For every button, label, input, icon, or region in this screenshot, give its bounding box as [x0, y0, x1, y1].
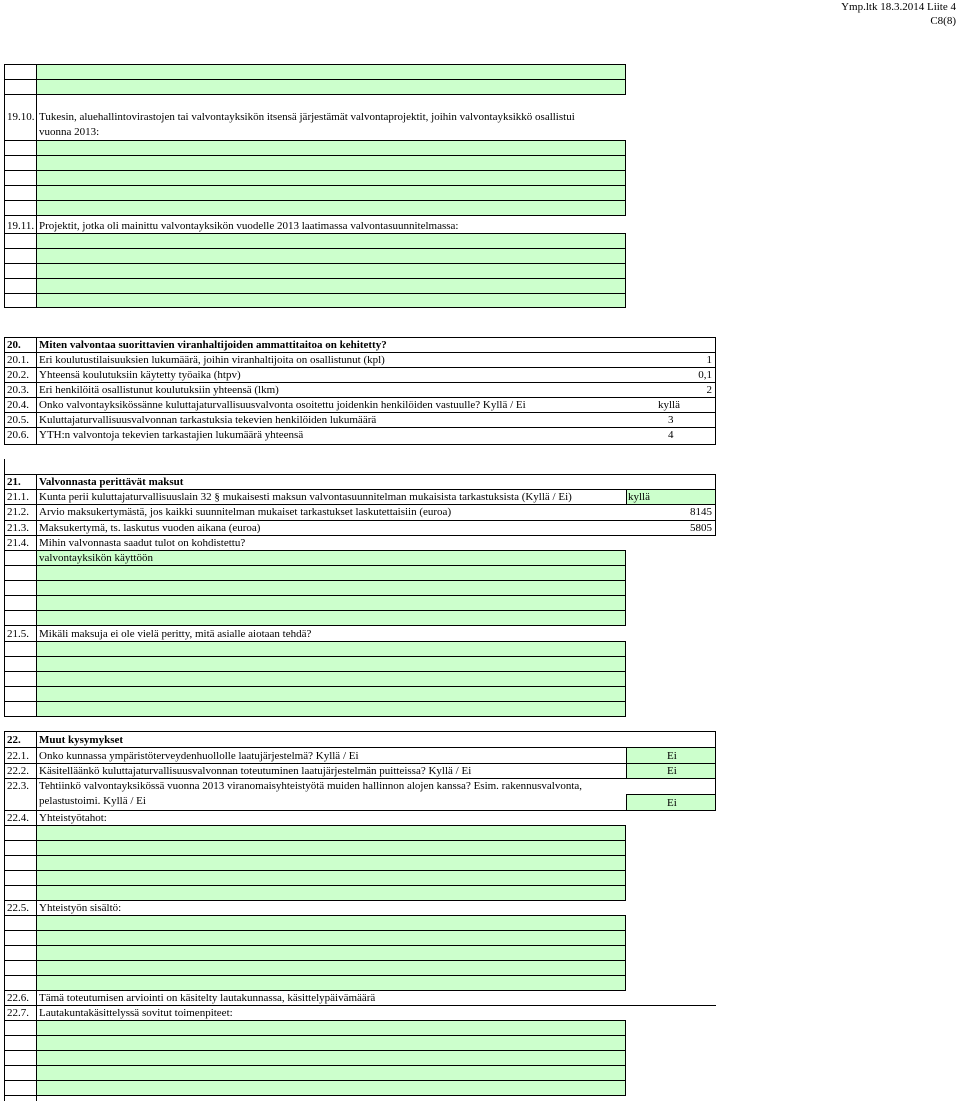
- answer-field[interactable]: [626, 763, 716, 779]
- row-number: 21.3.: [7, 522, 29, 534]
- number-column: [4, 64, 37, 308]
- answer-field[interactable]: [36, 64, 626, 80]
- row-number: 21.2.: [7, 506, 29, 518]
- answer-field[interactable]: [36, 915, 626, 931]
- row-text: Käsitelläänkö kuluttajaturvallisuusvalvonnan toteutuminen laatujärjestelmän puitteissa? Kyllä / Ei: [39, 765, 472, 777]
- row-text: Tehtiinkö valvontayksikössä vuonna 2013 viranomaisyhteistyötä muiden hallinnon alojen kanssa? Esim. rakennusvalvonta,: [39, 780, 583, 792]
- answer-field[interactable]: [36, 975, 626, 991]
- answer-field[interactable]: [36, 840, 626, 856]
- section-number: 21.: [7, 476, 21, 488]
- row-value[interactable]: 3: [668, 414, 674, 426]
- row-value: Ei: [667, 765, 677, 777]
- row-text: Yhteistyön sisältö:: [39, 902, 122, 914]
- row-number: 21.4.: [7, 537, 29, 549]
- row-value[interactable]: 8145: [690, 506, 712, 518]
- row-text: Arvio maksukertymästä, jos kaikki suunnitelman mukaiset tarkastukset laskutettaisiin (euroa): [39, 506, 452, 518]
- answer-field[interactable]: [36, 1065, 626, 1081]
- row-text: Eri henkilöitä osallistunut koulutuksiin yhteensä (lkm): [39, 384, 279, 396]
- row-value[interactable]: 1: [706, 354, 712, 366]
- question-text: Projektit, jotka oli mainittu valvontayksikön vuodelle 2013 laatimassa valvontasuunnitelmassa:: [39, 220, 459, 232]
- answer-field[interactable]: [36, 686, 626, 702]
- page-number: C8(8): [930, 15, 956, 27]
- question-text: Tukesin, aluehallintovirastojen tai valvontayksikön itsensä järjestämät valvontaprojektit, joihin valvontayksikkö osallistui: [39, 111, 575, 123]
- answer-field[interactable]: [36, 140, 626, 156]
- question-number: 19.10.: [7, 111, 35, 123]
- answer-field[interactable]: [36, 200, 626, 216]
- answer-field[interactable]: [36, 870, 626, 886]
- answer-field[interactable]: [36, 185, 626, 201]
- row-text: Mikäli maksuja ei ole vielä peritty, mitä asialle aiotaan tehdä?: [39, 628, 312, 640]
- answer-field[interactable]: [36, 1080, 626, 1096]
- answer-field[interactable]: [36, 1020, 626, 1036]
- row-value[interactable]: 2: [706, 384, 712, 396]
- row-number: 20.5.: [7, 414, 29, 426]
- answer-field[interactable]: [626, 489, 716, 505]
- answer-field[interactable]: [36, 79, 626, 95]
- row-number: 22.2.: [7, 765, 29, 777]
- row-text: Kuluttajaturvallisuusvalvonnan tarkastuksia tekevien henkilöiden lukumäärä: [39, 414, 377, 426]
- row-number: 22.3.: [7, 780, 29, 792]
- row-number: 21.5.: [7, 628, 29, 640]
- row-text: Maksukertymä, ts. laskutus vuoden aikana (euroa): [39, 522, 261, 534]
- row-text: Mihin valvonnasta saadut tulot on kohdistettu?: [39, 537, 246, 549]
- row-value: kyllä: [628, 491, 650, 503]
- row-value[interactable]: 0,1: [698, 369, 712, 381]
- row-text: Eri koulutustilaisuuksien lukumäärä, joihin viranhaltijoita on osallistunut (kpl): [39, 354, 385, 366]
- row-value: Ei: [667, 797, 677, 809]
- answer-field[interactable]: [626, 794, 716, 811]
- answer-field[interactable]: [36, 945, 626, 961]
- answer-field[interactable]: [36, 278, 626, 294]
- row-number: 21.1.: [7, 491, 29, 503]
- answer-field[interactable]: [36, 565, 626, 581]
- answer-text: valvontayksikön käyttöön: [39, 552, 153, 564]
- row-value[interactable]: 4: [668, 429, 674, 441]
- answer-field[interactable]: [36, 550, 626, 566]
- row-text: Lautakuntakäsittelyssä sovitut toimenpiteet:: [39, 1007, 233, 1019]
- date-field[interactable]: [400, 990, 626, 1006]
- row-number: 20.1.: [7, 354, 29, 366]
- row-value[interactable]: kyllä: [658, 399, 680, 411]
- answer-field[interactable]: [36, 825, 626, 841]
- row-number: 20.3.: [7, 384, 29, 396]
- row-number: 22.7.: [7, 1007, 29, 1019]
- answer-field[interactable]: [36, 855, 626, 871]
- row-value: Ei: [667, 750, 677, 762]
- answer-field[interactable]: [36, 293, 626, 308]
- row-number: 20.6.: [7, 429, 29, 441]
- row-value[interactable]: 5805: [690, 522, 712, 534]
- row-text: Tämä toteutumisen arviointi on käsitelty lautakunnassa, käsittelypäivämäärä: [39, 992, 376, 1004]
- row-number: 22.6.: [7, 992, 29, 1004]
- answer-field[interactable]: [36, 960, 626, 976]
- answer-field[interactable]: [36, 885, 626, 901]
- answer-field[interactable]: [36, 263, 626, 279]
- answer-field[interactable]: [36, 233, 626, 249]
- row-text: YTH:n valvontoja tekevien tarkastajien lukumäärä yhteensä: [39, 429, 304, 441]
- row-number: 22.4.: [7, 812, 29, 824]
- section-title: Valvonnasta perittävät maksut: [39, 476, 184, 488]
- answer-field[interactable]: [36, 1050, 626, 1066]
- answer-field[interactable]: [36, 701, 626, 717]
- row-text: Kunta perii kuluttajaturvallisuuslain 32 § mukaisesti maksun valvontasuunnitelman mukaisista tarkastuksista (Kyllä / Ei): [39, 491, 572, 503]
- row-number: 22.1.: [7, 750, 29, 762]
- page-reference: Ymp.ltk 18.3.2014 Liite 4: [841, 1, 956, 13]
- answer-field[interactable]: [36, 610, 626, 626]
- row-text: Onko kunnassa ympäristöterveydenhuollolle laatujärjestelmä? Kyllä / Ei: [39, 750, 359, 762]
- row-number: 20.4.: [7, 399, 29, 411]
- answer-field[interactable]: [36, 1035, 626, 1051]
- row-text: Onko valvontayksikössänne kuluttajaturvallisuusvalvonta osoitettu joidenkin henkilöiden vastuulle? Kyllä / Ei: [39, 399, 526, 411]
- row-number: 20.2.: [7, 369, 29, 381]
- answer-field[interactable]: [36, 595, 626, 611]
- answer-field[interactable]: [626, 747, 716, 764]
- section-title: Miten valvontaa suorittavien viranhaltijoiden ammattitaitoa on kehitetty?: [39, 339, 387, 351]
- row-text: Yhteensä koulutuksiin käytetty työaika (htpv): [39, 369, 241, 381]
- answer-field[interactable]: [36, 671, 626, 687]
- answer-field[interactable]: [36, 170, 626, 186]
- answer-field[interactable]: [36, 248, 626, 264]
- row-number: 22.5.: [7, 902, 29, 914]
- answer-field[interactable]: [36, 155, 626, 171]
- answer-field[interactable]: [36, 930, 626, 946]
- row-text: pelastustoimi. Kyllä / Ei: [39, 795, 146, 807]
- answer-field[interactable]: [36, 641, 626, 657]
- question-number: 19.11.: [7, 220, 35, 232]
- row-text: Yhteistyötahot:: [39, 812, 107, 824]
- answer-field[interactable]: [36, 656, 626, 672]
- section-number: 22.: [7, 734, 21, 746]
- question-text: vuonna 2013:: [39, 126, 100, 138]
- section-title: Muut kysymykset: [39, 734, 124, 746]
- answer-field[interactable]: [36, 580, 626, 596]
- section-number: 20.: [7, 339, 21, 351]
